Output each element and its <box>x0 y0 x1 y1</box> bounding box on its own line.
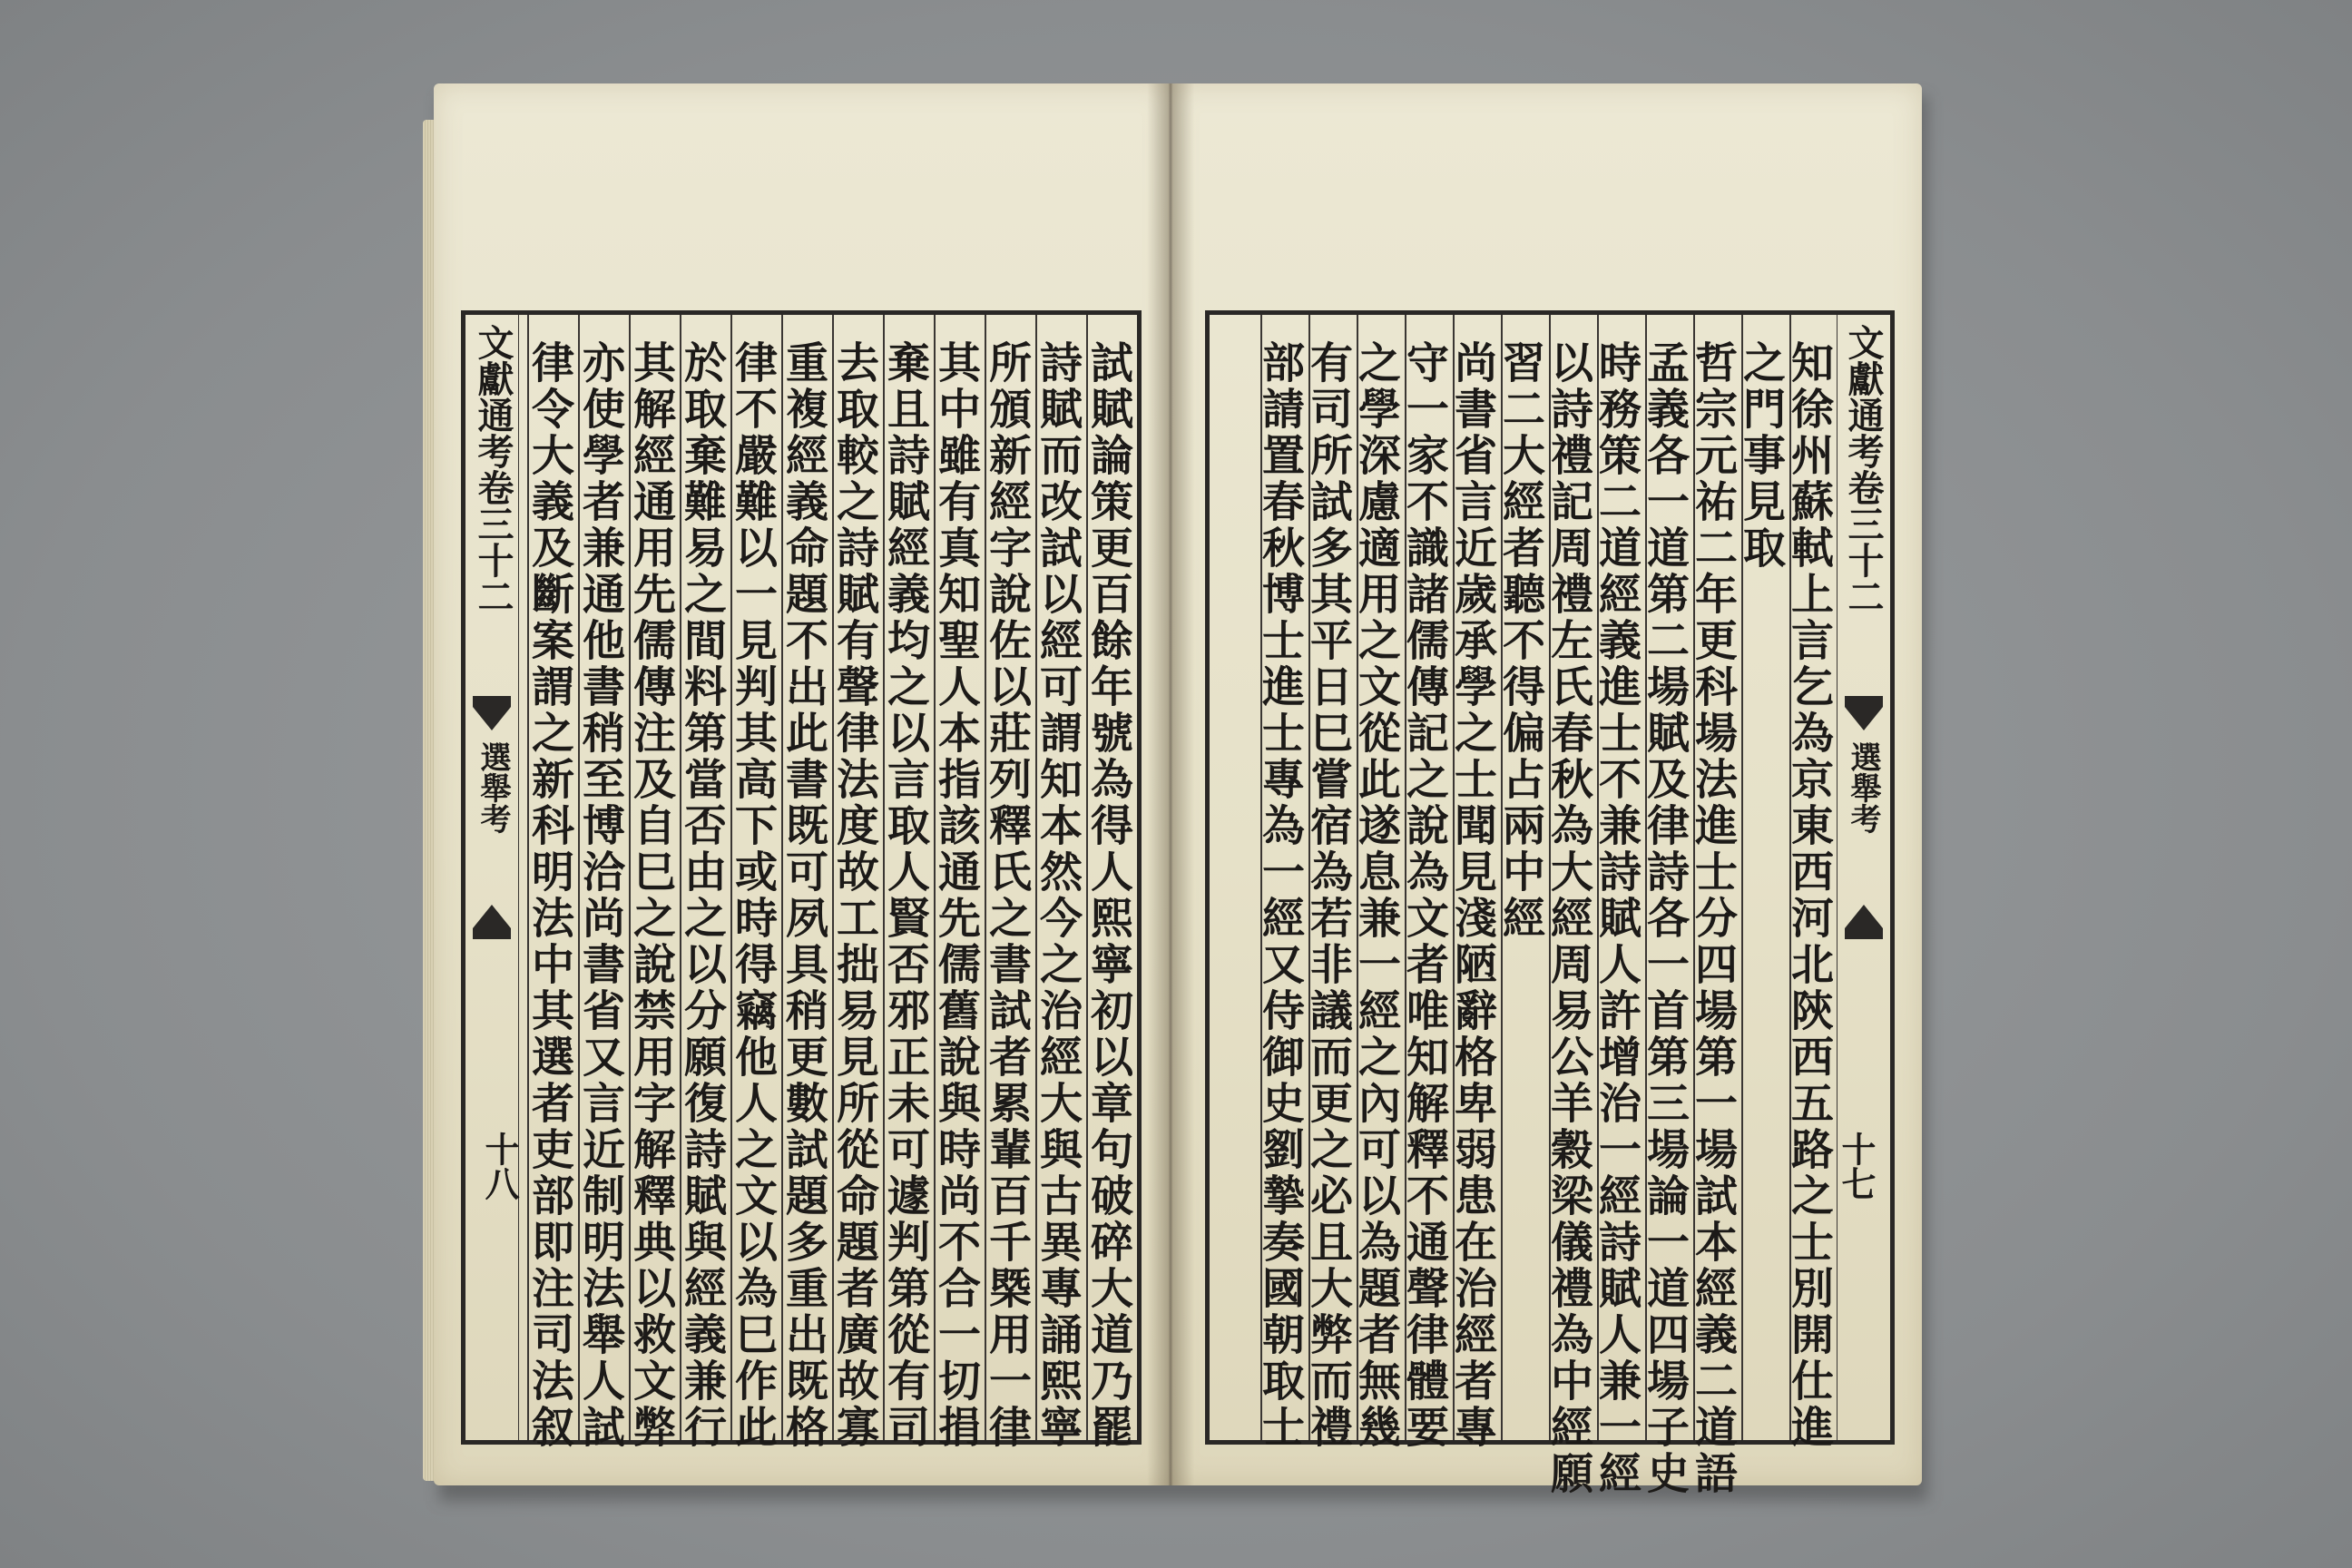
fish-tail-lower-icon <box>473 905 511 939</box>
text-column: 哲宗元祐二年更科場法進士分四場第一場試本經義二道語 <box>1688 340 1738 1497</box>
left-section-label: 選舉考 <box>475 741 511 834</box>
text-column: 其中雖有真知聖人本指該通先儒舊說與時尚不合一切捐 <box>931 340 981 1451</box>
right-page <box>1171 83 1922 1497</box>
left-margin-title: 文獻通考卷三十二 <box>472 324 514 614</box>
text-column: 以詩禮記周禮左氏春秋為大經周易公羊穀梁儀禮為中經願 <box>1544 340 1593 1497</box>
text-column: 律令大義及斷案謂之新科明法中其選者吏部即注司法叙 <box>524 340 574 1451</box>
fish-tail-upper-icon <box>1845 696 1883 730</box>
text-column: 有司所試多其平日巳嘗宿為若非議而更之必且大弊而禮 <box>1303 340 1353 1451</box>
text-column: 所頒新經字說佐以莊列釋氏之書試者累輩百千槩用一律 <box>982 340 1032 1451</box>
text-column: 孟義各一道第二場賦及律詩各一首第三場論一道四場子史 <box>1640 340 1690 1497</box>
text-column: 守一家不識諸儒傳記之說為文者唯知解釋不通聲律體要 <box>1399 340 1449 1451</box>
right-section-label: 選舉考 <box>1845 741 1881 834</box>
text-column: 之門事見取 <box>1736 340 1786 572</box>
right-margin-title: 文獻通考卷三十二 <box>1842 324 1885 614</box>
text-column: 去取較之詩賦有聲律法度故工拙易見所從命題者廣故寡 <box>829 340 879 1451</box>
text-column: 詩賦而改試以經可謂知本然今之治經大與古異專誦熙寧 <box>1033 340 1083 1451</box>
text-column: 部請置春秋博士進士專為一經又侍御史劉摯奏國朝取士 <box>1255 340 1305 1451</box>
right-folio: 十七 <box>1836 1132 1877 1200</box>
text-column: 於取棄難易之間料第當否由之以分願復詩賦與經義兼行 <box>677 340 727 1451</box>
book-gutter <box>1147 83 1194 1485</box>
fish-tail-upper-icon <box>473 696 511 730</box>
text-column: 尚書省言近歲承學之士聞見淺陋辭格卑弱患在治經者專 <box>1447 340 1497 1451</box>
right-text-frame <box>1205 310 1895 1497</box>
text-column: 試賦論策更百餘年號為得人熙寧初以章句破碎大道乃罷 <box>1083 340 1133 1451</box>
text-column: 習二大經者聽不得偏占兩中經 <box>1495 340 1545 942</box>
fish-tail-lower-icon <box>1845 905 1883 939</box>
left-text-frame <box>461 310 1142 1451</box>
left-folio: 十八 <box>479 1132 520 1200</box>
text-column: 之學深慮適用之文從此遂息兼一經之內可以為題者無幾 <box>1351 340 1401 1451</box>
open-book <box>434 83 1922 1497</box>
text-column: 其解經通用先儒傳注及自巳之說禁用字解釋典以救文弊 <box>626 340 676 1451</box>
text-column: 律不嚴難以一見判其高下或時得竊他人之文以為巳作此 <box>728 340 778 1451</box>
text-column: 時務策二道經義進士不兼詩賦人許增治一經詩賦人兼一經 <box>1592 340 1642 1497</box>
text-column: 知徐州蘇軾上言乞為京東西河北陝西五路之士別開仕進 <box>1784 340 1834 1451</box>
text-column: 亦使學者兼通他書稍至博洽尚書省又言近制明法舉人試 <box>575 340 625 1451</box>
left-page <box>434 83 1171 1485</box>
text-column: 重複經義命題不出此書既可夙具稍更數試題多重出既格 <box>779 340 828 1451</box>
text-column: 棄且詩賦經義均之以言取人賢否邪正未可遽判第從有司 <box>880 340 930 1451</box>
